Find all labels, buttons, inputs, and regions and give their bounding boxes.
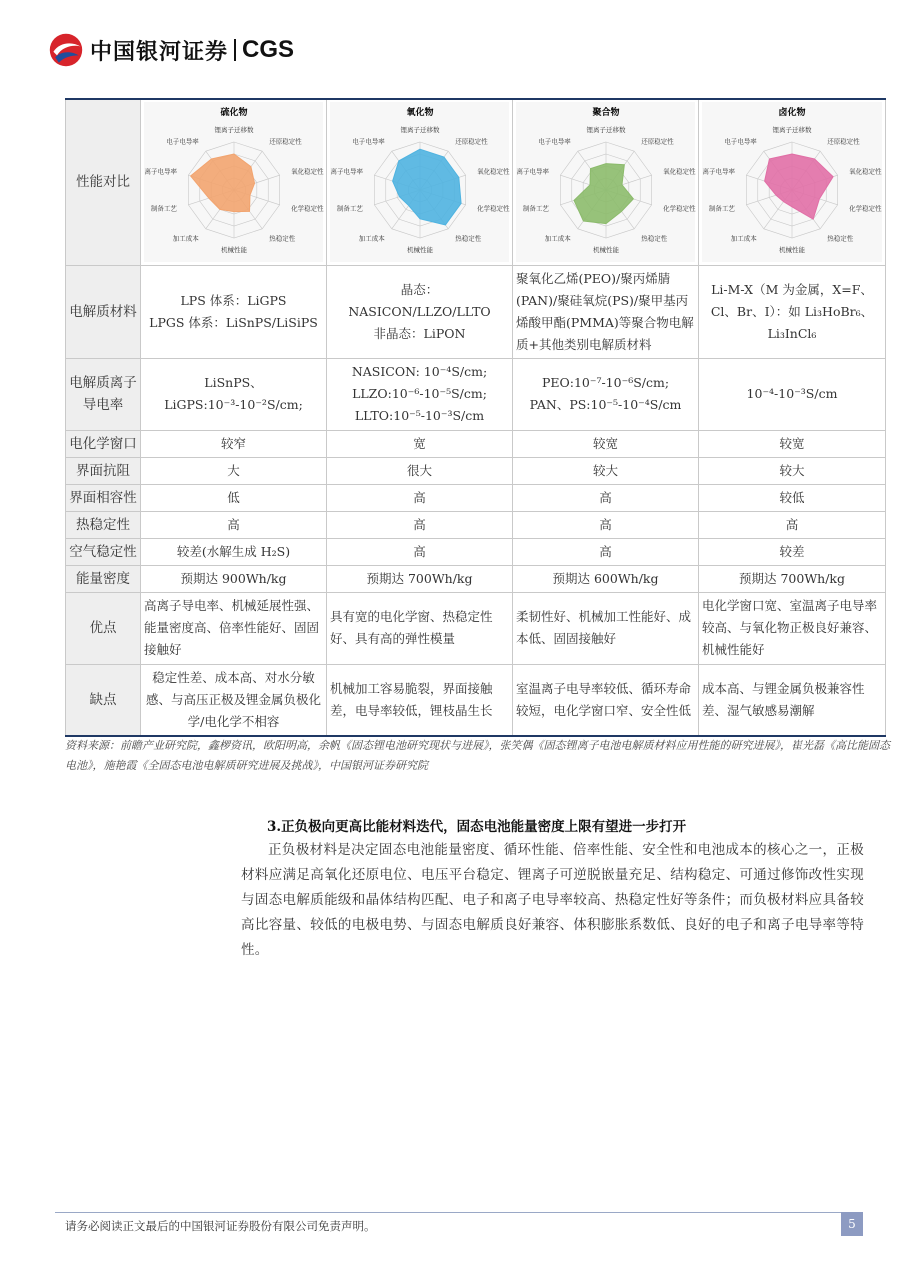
table-cell: 高 [513,538,699,565]
radar-axis-label: 电子电导率 [165,137,199,146]
radar-axis-label: 加工成本 [172,234,199,243]
table-row [66,265,886,358]
radar-chart [702,102,882,262]
radar-axis-label: 化学稳定性 [662,204,696,213]
row-label: 优点 [66,592,141,664]
table-cell: 具有宽的电化学窗、热稳定性好、具有高的弹性模量 [327,592,513,664]
table-cell: LiSnPS、LiGPS:10⁻³-10⁻²S/cm; [141,358,327,430]
radar-axis-label: 氧化稳定性 [476,167,510,176]
page-number: 5 [841,1212,863,1236]
radar-axis-label: 热稳定性 [640,234,667,243]
radar-axis-label: 离子电导率 [329,167,363,176]
footer-divider [55,1212,863,1213]
table-row [66,358,886,430]
table-cell: 晶态：NASICON/LLZO/LLTO 非晶态：LiPON [327,265,513,358]
table-cell: 聚氧化乙烯(PEO)/聚丙烯腈(PAN)/聚硅氧烷(PS)/聚甲基丙烯酸甲酯(PMMA)等聚合物电解质+其他类别电解质材料 [513,265,699,358]
radar-axis-label: 加工成本 [544,234,571,243]
radar-axis-label: 化学稳定性 [476,204,510,213]
table-cell: 较低 [699,484,886,511]
radar-axis-label: 电子电导率 [351,137,385,146]
radar-axis-label: 还原稳定性 [640,137,674,146]
radar-axis-label: 加工成本 [358,234,385,243]
radar-axis-label: 热稳定性 [454,234,481,243]
radar-axis-label: 热稳定性 [827,234,854,243]
radar-axis-label: 机械性能 [779,246,805,255]
table-cell: 较宽 [699,430,886,457]
row-label: 电解质离子导电率 [66,358,141,430]
row-label: 电解质材料 [66,265,141,358]
table-row [66,592,886,664]
radar-axis-label: 热稳定性 [268,234,295,243]
table-row [66,565,886,592]
radar-series-area [190,154,254,212]
table-cell: 较窄 [141,430,327,457]
table-cell: 电化学窗口宽、室温离子电导率较高、与氧化物正极良好兼容、机械性能好 [699,592,886,664]
table-cell: PEO:10⁻⁷-10⁻⁶S/cm; PAN、PS:10⁻⁵-10⁻⁴S/cm [513,358,699,430]
radar-axis-label: 电子电导率 [537,137,571,146]
row-label: 性能对比 [66,99,141,265]
radar-axis-label: 制备工艺 [150,204,177,213]
table-cell: 高 [699,511,886,538]
table-cell: 较差 [699,538,886,565]
radar-axis-label: 氧化稳定性 [662,167,696,176]
radar-cell [699,99,886,265]
table-cell: 很大 [327,457,513,484]
radar-axis-label: 锂离子迁移数 [772,126,812,135]
table-row [66,511,886,538]
radar-series-area [765,154,833,219]
section-title: 3.正负极向更高比能材料迭代，固态电池能量密度上限有望进一步打开 [267,819,687,835]
radar-title: 聚合物 [591,108,620,119]
radar-axis-label: 锂离子迁移数 [586,126,625,135]
radar-axis-label: 离子电导率 [143,167,177,176]
brand-en: CGS [242,36,295,63]
radar-axis-label: 机械性能 [406,246,433,255]
table-cell: 预期达 700Wh/kg [699,565,886,592]
table-cell: 高离子导电率、机械延展性强、能量密度高、倍率性能好、固固接触好 [141,592,327,664]
radar-axis-label: 制备工艺 [708,204,735,213]
radar-axis-label: 化学稳定性 [290,204,324,213]
table-cell: 室温离子电导率较低、循环寿命较短，电化学窗口窄、安全性低 [513,664,699,736]
electrolyte-comparison-table [65,98,886,737]
table-cell: 柔韧性好、机械加工性能好、成本低、固固接触好 [513,592,699,664]
row-label: 热稳定性 [66,511,141,538]
radar-title: 硫化物 [219,108,248,119]
brand-divider [234,39,236,61]
radar-row [66,99,886,265]
radar-title: 氧化物 [405,108,434,119]
table-cell: 较差(水解生成 H₂S) [141,538,327,565]
table-cell: 宽 [327,430,513,457]
radar-axis-label: 加工成本 [730,234,757,243]
radar-axis-label: 机械性能 [592,246,619,255]
table-cell: 较大 [513,457,699,484]
table-cell: 大 [141,457,327,484]
table-cell: 预期达 700Wh/kg [327,565,513,592]
row-label: 能量密度 [66,565,141,592]
radar-axis-label: 离子电导率 [515,167,549,176]
table-cell: 机械加工容易脆裂，界面接触差，电导率较低，锂枝晶生长 [327,664,513,736]
table-cell: 低 [141,484,327,511]
section-body: 正负极材料是决定固态电池能量密度、循环性能、倍率性能、安全性和电池成本的核心之一，正极材料应满足高氧化还原电位、电压平台稳定、锂离子可逆脱嵌量充足、结构稳定、可通过修饰改性实现与固态电解质能级和晶体结构匹配、电子和离子电导率较高、热稳定性好等条件；而负极材料应具备较高比容量、较低的电极电势、与固态电解质良好兼容、体积膨胀系数低、良好的电子和离子电导率等特性。 [241,842,864,958]
row-label: 界面相容性 [66,484,141,511]
brand-header [48,28,294,72]
radar-axis-label: 化学稳定性 [849,204,882,213]
radar-axis-label: 氧化稳定性 [849,167,882,176]
table-cell: 10⁻⁴-10⁻³S/cm [699,358,886,430]
radar-axis-label: 氧化稳定性 [290,167,324,176]
table-cell: 较大 [699,457,886,484]
radar-chart [329,102,510,262]
row-label: 空气稳定性 [66,538,141,565]
radar-axis-label: 机械性能 [220,246,247,255]
radar-cell [327,99,513,265]
table-cell: 高 [513,484,699,511]
table-cell: 高 [327,484,513,511]
cgs-logo-icon [48,32,84,68]
table-row [66,430,886,457]
table-cell: LPS 体系：LiGPS LPGS 体系：LiSnPS/LiSiPS [141,265,327,358]
table-cell: 高 [327,538,513,565]
table-cell: 高 [327,511,513,538]
table-cell: 高 [513,511,699,538]
radar-axis-label: 电子电导率 [724,137,757,146]
table-cell: 成本高、与锂金属负极兼容性差、湿气敏感易潮解 [699,664,886,736]
table-cell: 预期达 900Wh/kg [141,565,327,592]
table-cell: NASICON: 10⁻⁴S/cm; LLZO:10⁻⁶-10⁻⁵S/cm; LLTO:10⁻⁵-10⁻³S/cm [327,358,513,430]
radar-axis-label: 锂离子迁移数 [214,126,253,135]
table-cell: 较宽 [513,430,699,457]
row-label: 电化学窗口 [66,430,141,457]
table-row [66,538,886,565]
radar-axis-label: 还原稳定性 [454,137,488,146]
row-label: 缺点 [66,664,141,736]
radar-cell [141,99,327,265]
radar-axis-label: 锂离子迁移数 [400,126,439,135]
radar-axis-label: 制备工艺 [336,204,363,213]
table-row [66,664,886,736]
radar-axis-label: 制备工艺 [522,204,549,213]
table-cell: 高 [141,511,327,538]
row-label: 界面抗阻 [66,457,141,484]
footer-disclaimer: 请务必阅读正文最后的中国银河证券股份有限公司免责声明。 [65,1219,376,1233]
table-cell: Li-M-X（M 为金属，X=F、Cl、Br、I）：如 Li₃HoBr₆、Li₃InCl₆ [699,265,886,358]
table-row [66,484,886,511]
radar-series-area [574,164,633,224]
radar-axis-label: 离子电导率 [702,167,735,176]
radar-axis-label: 还原稳定性 [268,137,302,146]
radar-axis-label: 还原稳定性 [827,137,860,146]
radar-chart [515,102,696,262]
table-cell: 稳定性差、成本高、对水分敏感、与高压正极及锂金属负极化学/电化学不相容 [141,664,327,736]
table-cell: 预期达 600Wh/kg [513,565,699,592]
brand-cn: 中国银河证券 [90,39,229,65]
source-note: 资料来源：前瞻产业研究院，鑫椤资讯，欧阳明高，余帆《固态锂电池研究现状与进展》，张笑偶《固态锂离子电池电解质材料应用性能的研究进展》，崔光磊《高比能固态电池》，施艳霞《全固态电池电解质研究进展及挑战》，中国银河证券研究院 [65,739,890,772]
radar-title: 卤化物 [778,108,806,119]
radar-cell [513,99,699,265]
radar-chart [143,102,324,262]
table-row [66,457,886,484]
